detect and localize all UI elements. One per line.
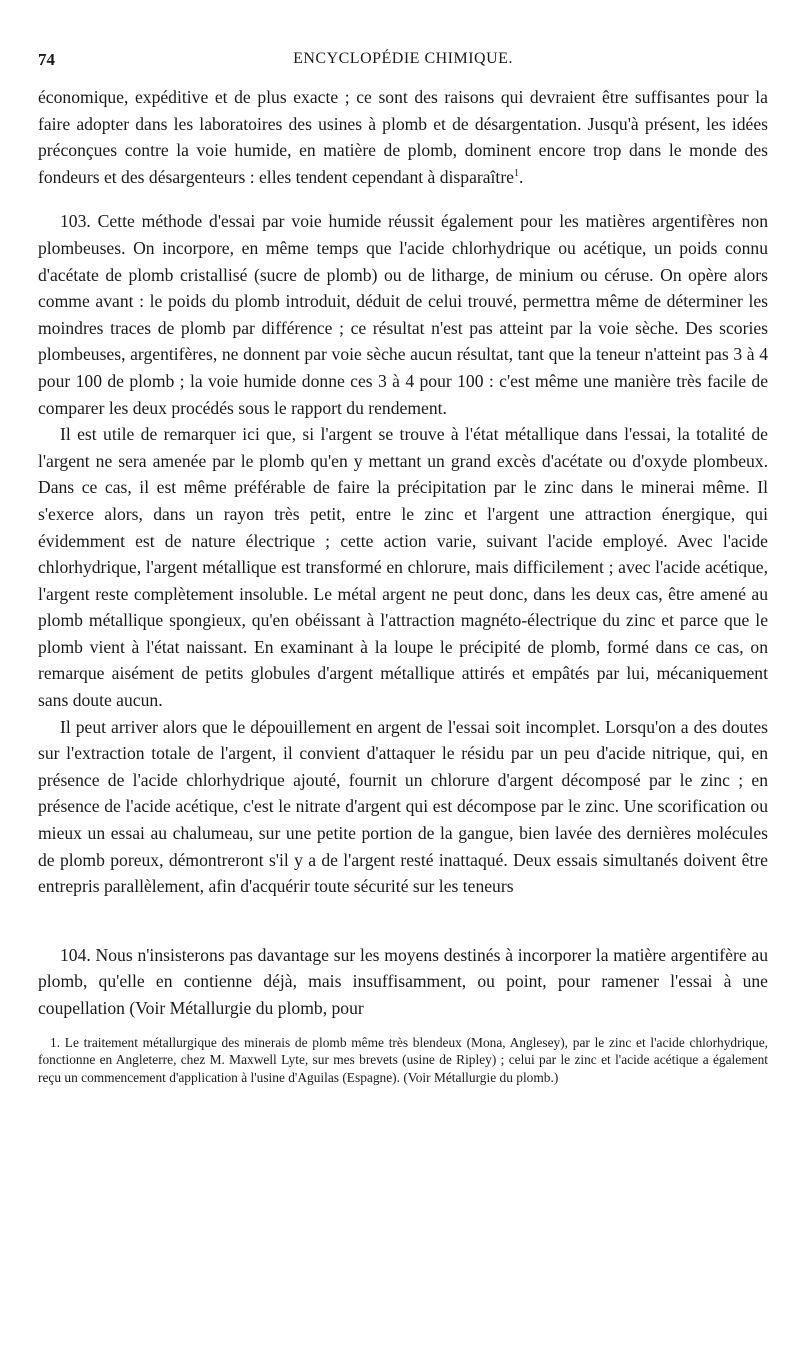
paragraph-text: Nous n'insisterons pas davantage sur les moyens destinés à incorporer la matière argentifère au plomb, qu'elle en contienne déjà, mais insuffisamment, ou point, pour ramener l'essai à une coupellation (Voir Métallurgie du plomb, pour xyxy=(38,944,768,1018)
footnotes xyxy=(38,1034,768,1087)
section-paragraph-104 xyxy=(38,942,768,1022)
footnote-marker: 1. xyxy=(50,1034,61,1050)
paragraph-tail: . xyxy=(519,166,524,187)
page-number: 74 xyxy=(38,50,55,69)
running-title: ENCYCLOPÉDIE CHIMIQUE. xyxy=(293,50,513,67)
paragraph-text: Cette méthode d'essai par voie humide réussit également pour les matières argentifères non plombeuses. On incorpore, en même temps que l'acide chlorhydrique ou acétique, un poids connu d'acétate de plomb cristallisé (sucre de plomb) ou de litharge, de minium ou céruse. On opère alors comme avant : le poids du plomb introduit, déduit de celui trouvé, permettra même de déterminer les moindres traces de plomb par différence ; ce résultat n'est pas atteint par la voie sèche. Des scories plombeuses, argentifères, ne donnent par voie sèche aucun résultat, tant que la teneur n'atteint pas 3 à 4 pour 100 de plomb ; la voie humide donne ces 3 à 4 pour 100 : c'est même une manière très facile de comparer les deux procédés sous le rapport du rendement. xyxy=(38,211,768,418)
footnote xyxy=(38,1034,768,1087)
footnote-reference: 1 xyxy=(514,167,519,179)
document-page xyxy=(38,50,768,1086)
section-gap xyxy=(38,900,768,942)
section-paragraph-103 xyxy=(38,208,768,421)
section-number: 104. xyxy=(60,944,91,965)
paragraph xyxy=(38,421,768,714)
body-text xyxy=(38,84,768,1022)
paragraph-text: économique, expéditive et de plus exacte ; ce sont des raisons qui devraient être suffisantes pour la faire adopter dans les laboratoires des usines à plomb et de désargentation. Jusqu'à présent, les idées préconçues contre la voie humide, en matière de plomb, dominent encore trop dans le monde des fondeurs et des désargenteurs : elles tendent cependant à disparaître xyxy=(38,87,768,187)
paragraph-text: Il est utile de remarquer ici que, si l'argent se trouve à l'état métallique dans l'essai, la totalité de l'argent ne sera amenée par le plomb qu'en y mettant un grand excès d'acétate ou d'oxyde plombeux. Dans ce cas, il est même préférable de faire la précipitation par le zinc dans le minerai même. Il s'exerce alors, dans un rayon très petit, entre le zinc et l'argent une attraction énergique, qui évidemment est de nature électrique ; cette action varie, suivant l'acide employé. Avec l'acide chlorhydrique, l'argent métallique est transformé en chlorure, mais difficilement ; avec l'acide acétique, l'argent reste complètement insoluble. Le métal argent ne peut donc, dans les deux cas, être amené au plomb métallique spongieux, qu'en obéissant à l'attraction magnéto-électrique du zinc et parce que le plomb vient à l'état naissant. En examinant à la loupe le précipité de plomb, formé dans ce cas, on remarque aisément de petits globules d'argent métallique attirés et empâtés par lui, mécaniquement sans doute aucun. xyxy=(38,424,768,711)
section-gap xyxy=(38,190,768,208)
paragraph-text: Il peut arriver alors que le dépouillement en argent de l'essai soit incomplet. Lorsqu'on a des doutes sur l'extraction totale de l'argent, il convient d'attaquer le résidu par un peu d'acide nitrique, qui, en présence de l'acide chlorhydrique ajouté, fournit un chlorure d'argent décomposé par le zinc ; en présence de l'acide acétique, c'est le nitrate d'argent qui est décompose par le zinc. Une scorification ou mieux un essai au chalumeau, sur une petite portion de la gangue, bien lavée des dernières molécules de plomb poreux, démontreront s'il y a de l'argent resté inattaqué. Deux essais simultanés doivent être entrepris parallèlement, afin d'acquérir toute sécurité sur les teneurs xyxy=(38,716,768,897)
paragraph xyxy=(38,84,768,190)
paragraph xyxy=(38,714,768,900)
footnote-text: Le traitement métallurgique des minerais de plomb même très blendeux (Mona, Anglesey), par le zinc et l'acide chlorhydrique, fonctionne en Angleterre, chez M. Maxwell Lyte, sur mes brevets (usine de Ripley) ; celui par le zinc et l'acide acétique a également reçu un commencement d'application à l'usine d'Aguilas (Espagne). (Voir Métallurgie du plomb.) xyxy=(38,1034,768,1085)
page-header xyxy=(38,50,768,76)
section-number: 103. xyxy=(60,211,91,232)
